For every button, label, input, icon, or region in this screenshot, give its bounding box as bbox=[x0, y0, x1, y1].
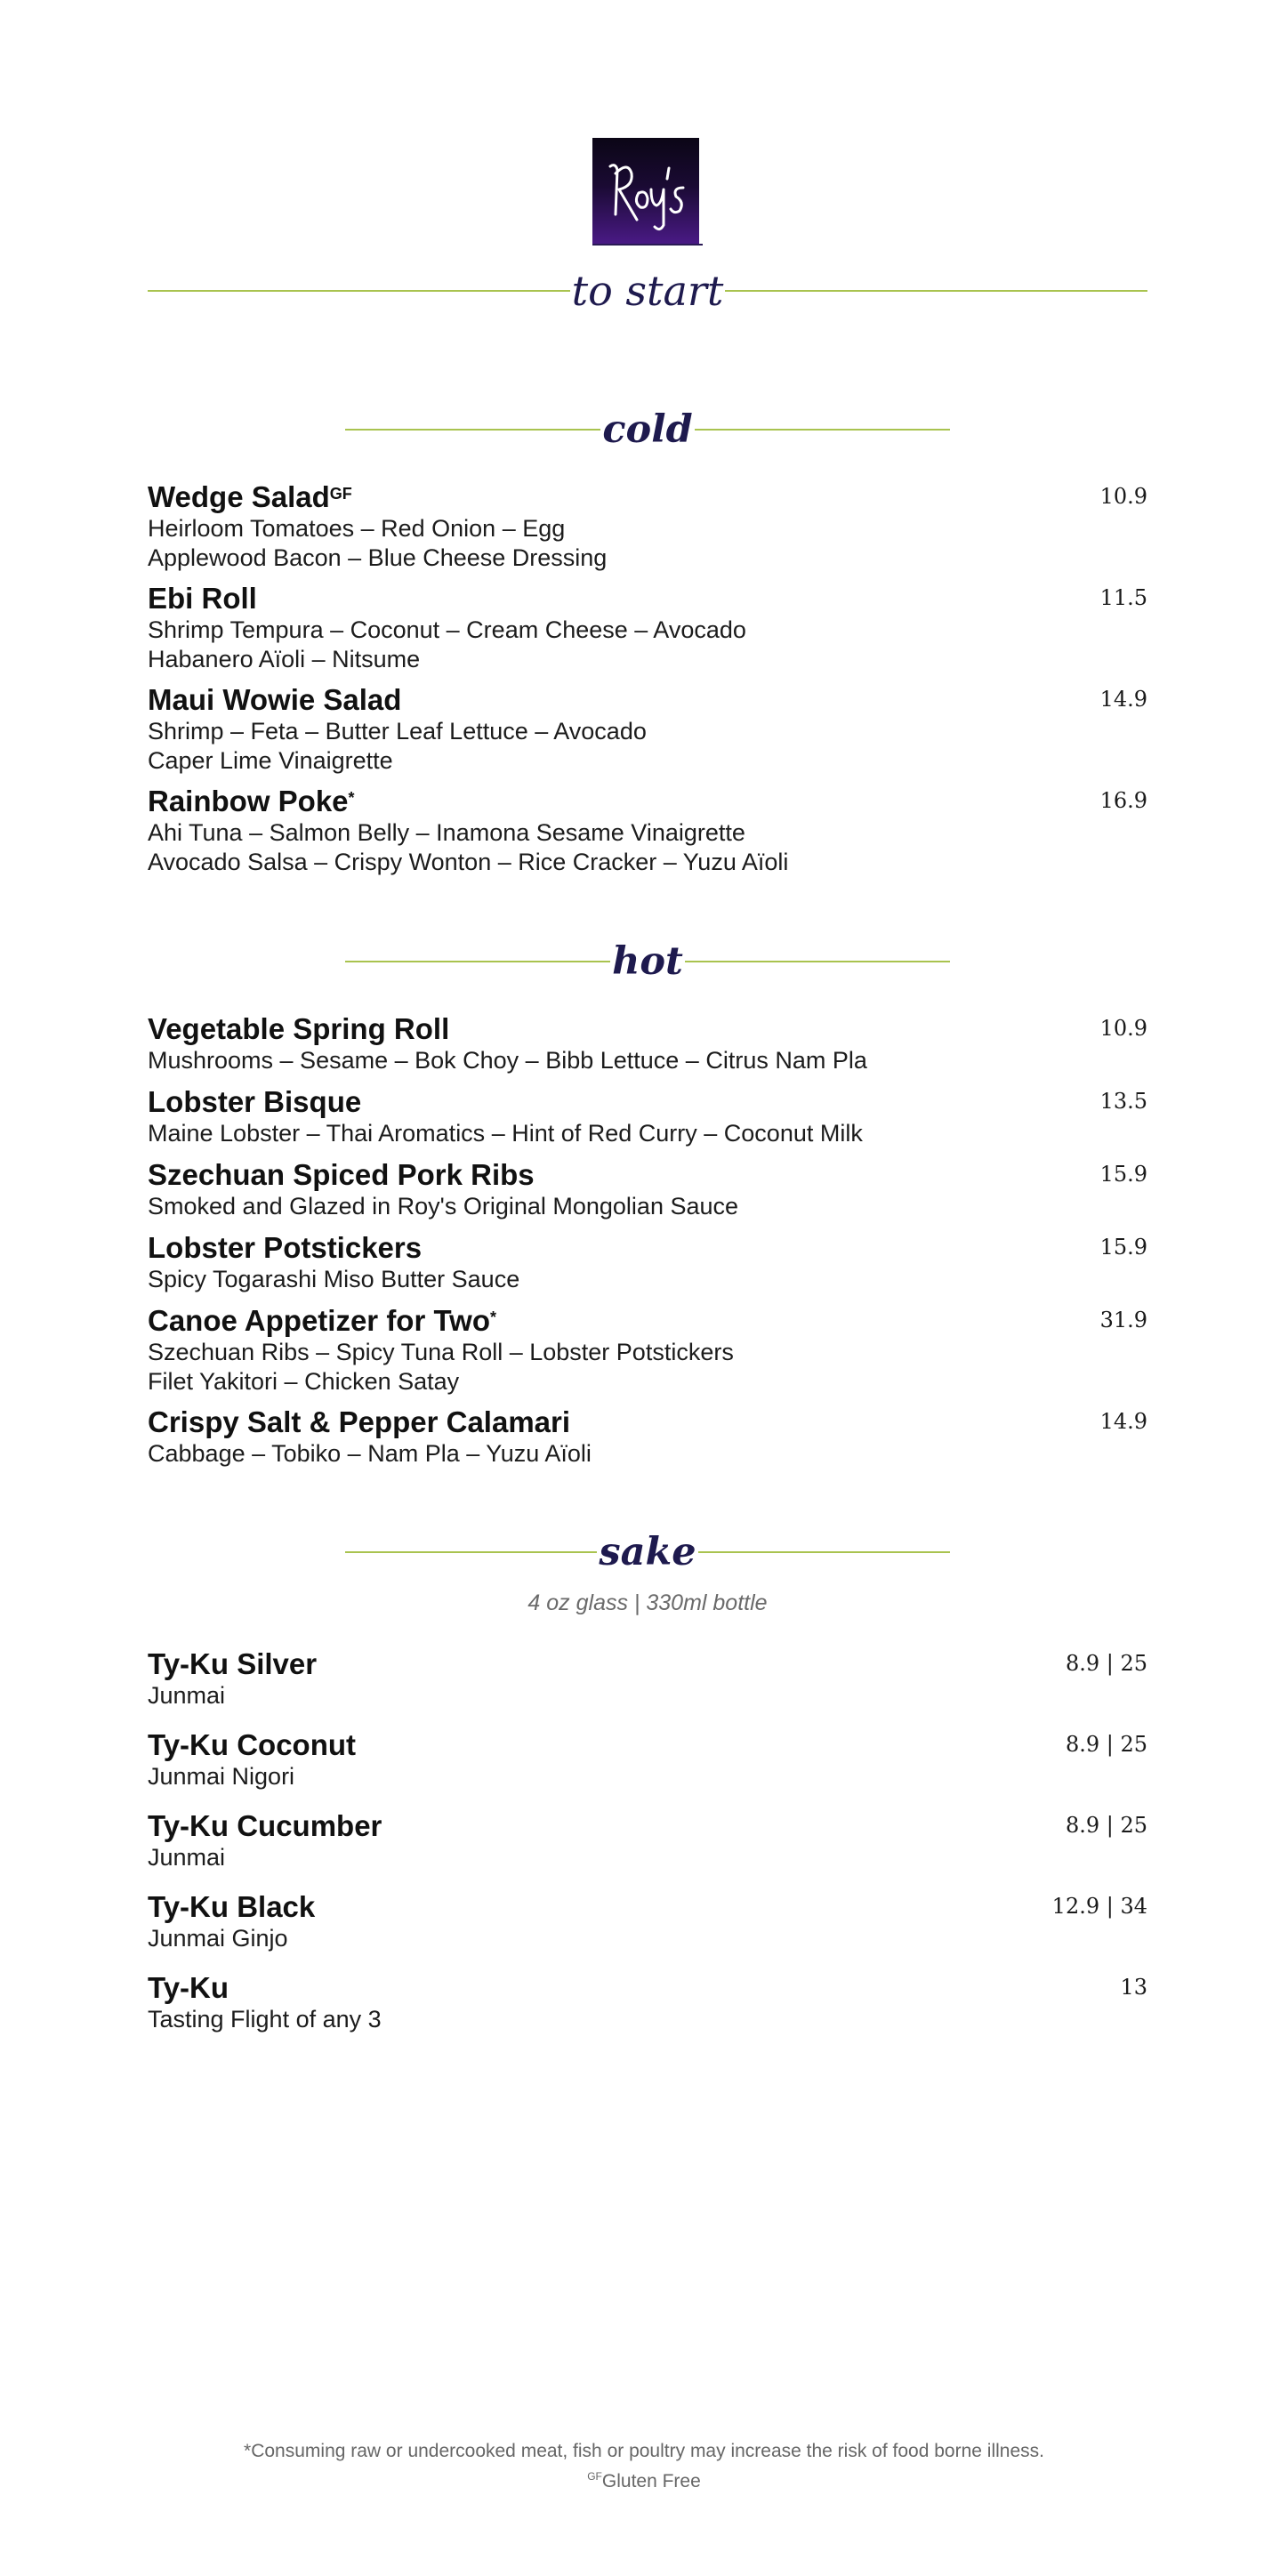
item-name: Canoe Appetizer for Two* bbox=[148, 1304, 497, 1337]
item-name: Maui Wowie Salad bbox=[148, 683, 402, 716]
item-name: Ty-Ku Cucumber bbox=[148, 1809, 382, 1842]
item-description: Smoked and Glazed in Roy's Original Mongolian Sauce bbox=[148, 1193, 739, 1220]
menu-item bbox=[148, 683, 1147, 776]
heading-rule-right bbox=[685, 961, 950, 962]
gluten-free-mark: GF bbox=[329, 485, 352, 503]
item-description: Applewood Bacon – Blue Cheese Dressing bbox=[148, 544, 608, 571]
item-name: Ty-Ku Coconut bbox=[148, 1728, 357, 1761]
section-title: sake bbox=[599, 1530, 696, 1574]
gluten-free-legend: $^{GF}$Gluten Free bbox=[587, 2470, 701, 2491]
section-heading-sake bbox=[345, 1530, 950, 1574]
item-description: Spicy Togarashi Miso Butter Sauce bbox=[148, 1266, 520, 1292]
heading-rule-left bbox=[345, 961, 610, 962]
item-description: Junmai Ginjo bbox=[148, 1925, 288, 1952]
item-name: Ebi Roll bbox=[148, 582, 257, 615]
menu-item bbox=[148, 1158, 1147, 1221]
item-name: Wedge Salad$^{GF}$ bbox=[148, 480, 352, 513]
item-description: Filet Yakitori – Chicken Satay bbox=[148, 1368, 460, 1395]
item-price: 11.5 bbox=[1099, 585, 1147, 610]
roys-logo-script bbox=[592, 138, 699, 245]
item-name: Vegetable Spring Roll bbox=[148, 1012, 450, 1045]
menu-item bbox=[148, 1809, 1147, 1872]
heading-rule-right bbox=[698, 1551, 950, 1553]
menu-item bbox=[148, 582, 1147, 674]
item-name: Szechuan Spiced Pork Ribs bbox=[148, 1158, 535, 1191]
logo-underline bbox=[592, 244, 703, 246]
section-heading-hot bbox=[345, 939, 950, 984]
item-name: Lobster Potstickers bbox=[148, 1231, 423, 1264]
menu-item bbox=[148, 1647, 1147, 1711]
item-description: Tasting Flight of any 3 bbox=[148, 2006, 382, 2033]
raw-warning-mark: * bbox=[490, 1308, 497, 1326]
item-name: Crispy Salt & Pepper Calamari bbox=[148, 1405, 571, 1438]
menu-item bbox=[148, 480, 1147, 573]
heading-rule-left bbox=[345, 429, 600, 431]
item-name: Ty-Ku Silver bbox=[148, 1647, 318, 1680]
gluten-free-mark: GF bbox=[587, 2470, 602, 2483]
item-description: Avocado Salsa – Crispy Wonton – Rice Cracker – Yuzu Aïoli bbox=[148, 849, 789, 875]
item-description: Junmai Nigori bbox=[148, 1763, 295, 1790]
item-price: 8.9 | 25 bbox=[1065, 1813, 1147, 1838]
page-title: to start bbox=[571, 267, 724, 315]
item-price: 13 bbox=[1120, 1975, 1147, 2000]
item-price: 13.5 bbox=[1099, 1089, 1147, 1114]
item-price: 8.9 | 25 bbox=[1065, 1732, 1147, 1757]
menu-item bbox=[148, 1012, 1147, 1075]
roys-logo bbox=[592, 138, 699, 245]
item-name: Ty-Ku bbox=[148, 1971, 229, 2004]
footer-disclaimer bbox=[0, 2439, 1288, 2494]
section-title: hot bbox=[612, 939, 683, 984]
item-description: Heirloom Tomatoes – Red Onion – Egg bbox=[148, 515, 566, 542]
item-description: Mushrooms – Sesame – Bok Choy – Bibb Lettuce – Citrus Nam Pla bbox=[148, 1047, 867, 1074]
item-description: Habanero Aïoli – Nitsume bbox=[148, 646, 421, 672]
item-price: 15.9 bbox=[1099, 1235, 1147, 1260]
item-description: Shrimp – Feta – Butter Leaf Lettuce – Avocado bbox=[148, 718, 647, 745]
sake-serving-note: 4 oz glass | 330ml bottle bbox=[527, 1590, 768, 1615]
item-description: Ahi Tuna – Salmon Belly – Inamona Sesame Vinaigrette bbox=[148, 819, 745, 846]
item-description: Junmai bbox=[148, 1682, 226, 1709]
item-description: Junmai bbox=[148, 1844, 226, 1871]
item-description: Cabbage – Tobiko – Nam Pla – Yuzu Aïoli bbox=[148, 1440, 592, 1467]
item-price: 14.9 bbox=[1099, 1409, 1147, 1434]
item-description: Szechuan Ribs – Spicy Tuna Roll – Lobster Potstickers bbox=[148, 1339, 734, 1365]
menu-item bbox=[148, 785, 1147, 877]
heading-rule-left bbox=[345, 1551, 597, 1553]
item-price: 10.9 bbox=[1099, 484, 1147, 509]
menu-item bbox=[148, 1971, 1147, 2034]
menu-item bbox=[148, 1231, 1147, 1294]
item-price: 31.9 bbox=[1099, 1308, 1147, 1332]
item-name: Lobster Bisque bbox=[148, 1085, 362, 1118]
heading-rule-right bbox=[695, 429, 950, 431]
item-price: 14.9 bbox=[1099, 687, 1147, 712]
heading-rule-left bbox=[148, 290, 570, 292]
raw-warning-mark: * bbox=[348, 789, 355, 807]
raw-food-warning: *Consuming raw or undercooked meat, fish or poultry may increase the risk of food borne illness. bbox=[244, 2441, 1044, 2461]
item-price: 8.9 | 25 bbox=[1065, 1651, 1147, 1676]
item-price: 15.9 bbox=[1099, 1162, 1147, 1187]
item-description: Shrimp Tempura – Coconut – Cream Cheese – Avocado bbox=[148, 616, 746, 643]
menu-item bbox=[148, 1728, 1147, 1791]
section-title: cold bbox=[602, 407, 693, 452]
item-name: Ty-Ku Black bbox=[148, 1890, 316, 1923]
item-name: Rainbow Poke* bbox=[148, 785, 355, 817]
item-description: Maine Lobster – Thai Aromatics – Hint of Red Curry – Coconut Milk bbox=[148, 1120, 863, 1147]
item-price: 10.9 bbox=[1099, 1016, 1147, 1041]
section-heading-cold bbox=[345, 407, 950, 452]
heading-rule-right bbox=[725, 290, 1147, 292]
menu-item bbox=[148, 1405, 1147, 1469]
menu-item bbox=[148, 1890, 1147, 1953]
page-title-row bbox=[148, 267, 1147, 315]
item-price: 16.9 bbox=[1099, 788, 1147, 813]
item-price: 12.9 | 34 bbox=[1051, 1894, 1147, 1919]
menu-item bbox=[148, 1085, 1147, 1148]
menu-item bbox=[148, 1304, 1147, 1397]
item-description: Caper Lime Vinaigrette bbox=[148, 747, 393, 774]
